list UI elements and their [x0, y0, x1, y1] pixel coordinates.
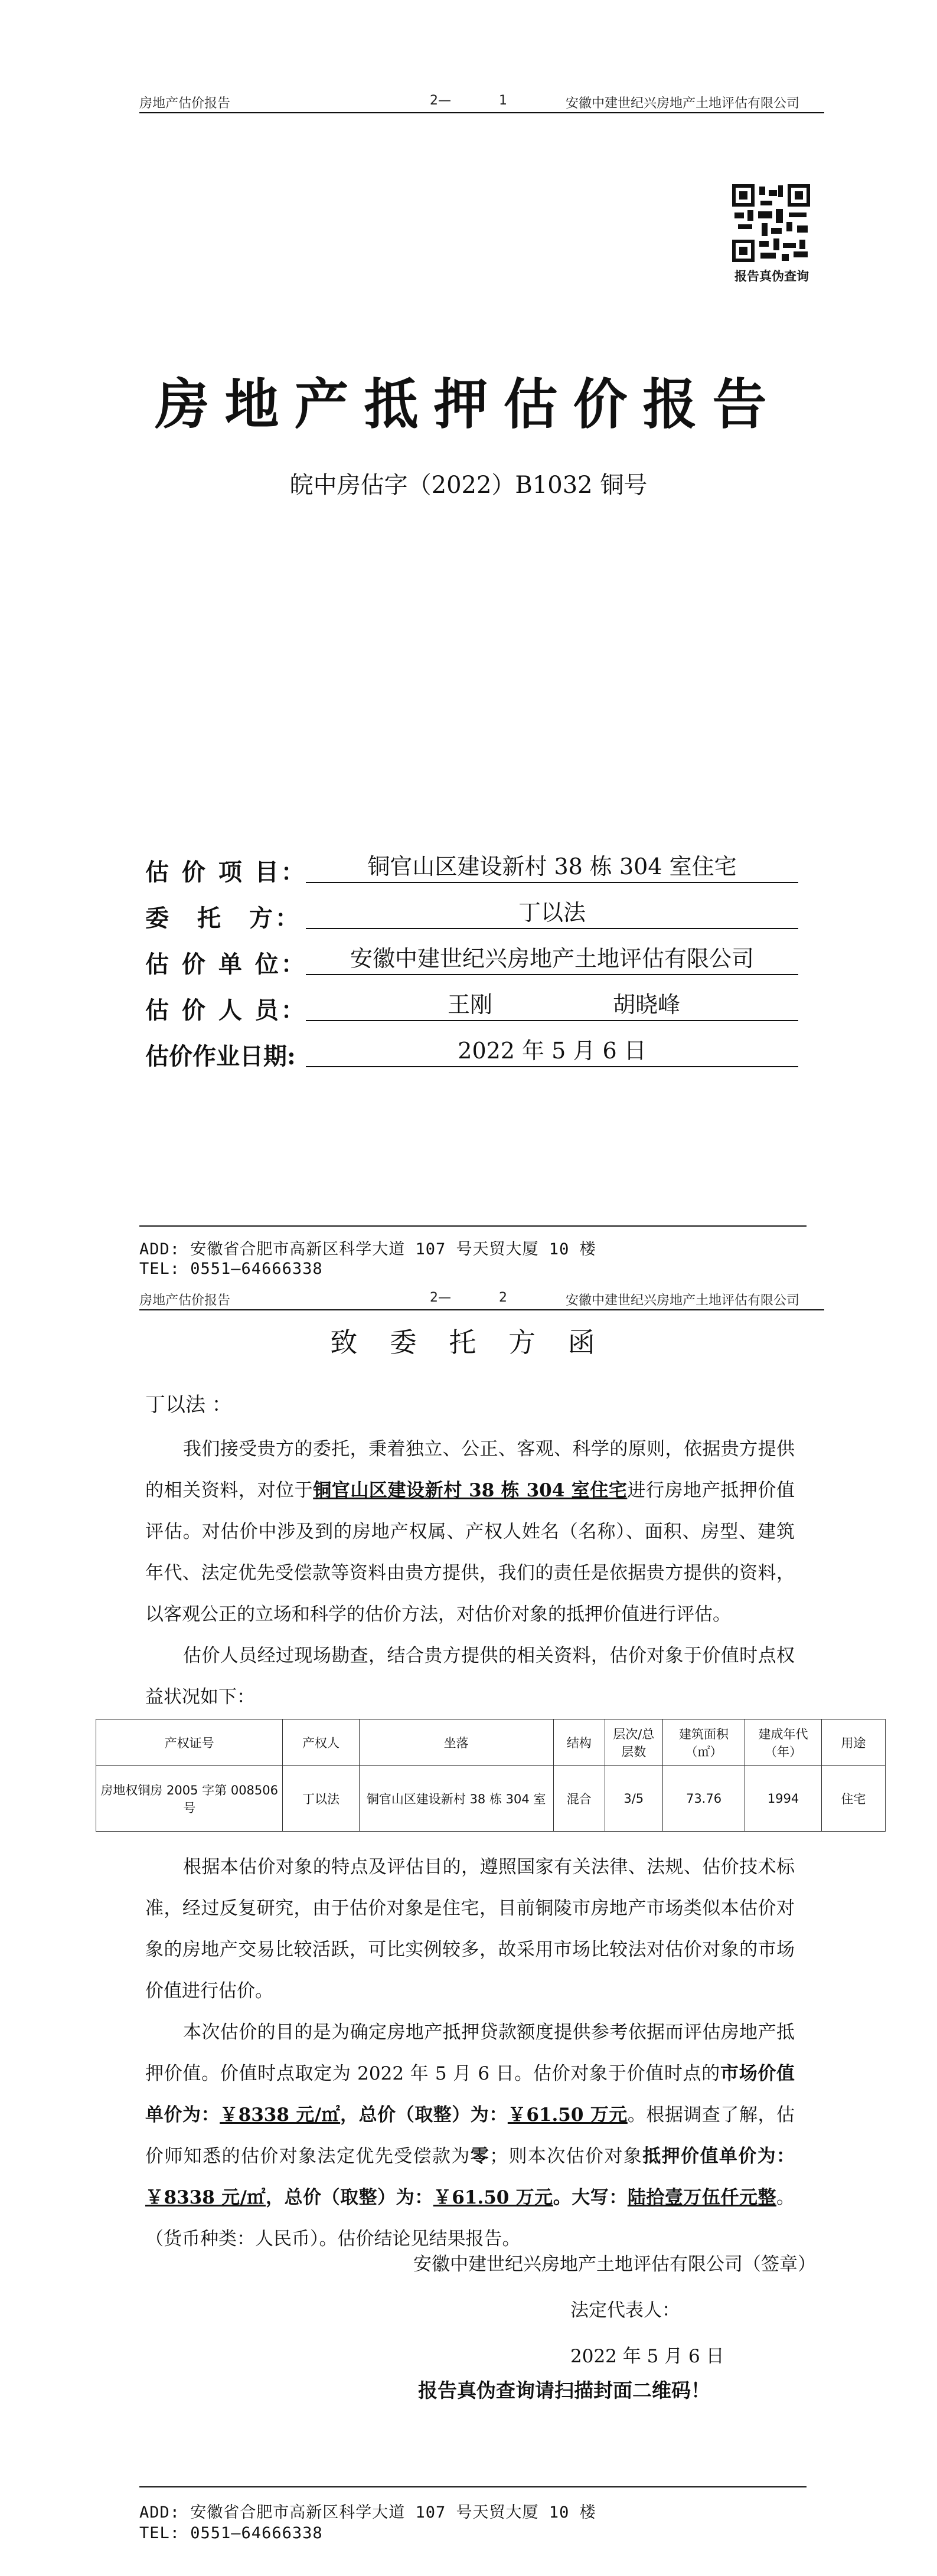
table-cell: 1994 [745, 1766, 821, 1832]
mortgage-total-price: ￥61.50 万元 [433, 2187, 553, 2208]
header-page-number: 1 [499, 93, 507, 108]
table-header: 坐落 [359, 1719, 553, 1766]
salutation: 丁以法 ： [145, 1393, 232, 1417]
table-cell: 混合 [553, 1766, 605, 1832]
market-total-label: ，总价（取整）为： [340, 2104, 508, 2126]
footer-rule [139, 2486, 807, 2487]
table-cell: 3/5 [605, 1766, 662, 1832]
table-header: 层次/总层数 [605, 1719, 662, 1766]
paragraph-4-o: 。（货币种类：人民币）。估价结论见结果报告。 [145, 2187, 795, 2250]
amount-in-words: 陆拾壹万伍仟元整 [627, 2187, 777, 2208]
paragraph-4 [145, 2012, 795, 2260]
field-label-project: 估 价 项 目： [145, 858, 307, 886]
field-value-project: 铜官山区建设新村 38 栋 304 室住宅 [306, 851, 798, 883]
field-label-appraisers: 估 价 人 员： [145, 996, 307, 1024]
table-header: 产权人 [283, 1719, 359, 1766]
table-cell: 铜官山区建设新村 38 栋 304 室 [359, 1766, 553, 1832]
field-label-appraiser-company: 估 价 单 位： [145, 950, 307, 978]
header-left: 房地产估价报告 [139, 1293, 231, 1308]
letter-title: 致 委 托 方 函 [330, 1326, 607, 1358]
header-page-prefix: 2— [430, 93, 451, 108]
footer-rule [139, 1225, 807, 1227]
table-cell: 房地权铜房 2005 字第 008506 号 [96, 1766, 283, 1832]
verification-note: 报告真伪查询请扫描封面二维码！ [418, 2379, 710, 2402]
table-header: 建成年代（年） [745, 1719, 821, 1766]
header-left: 房地产估价报告 [139, 96, 231, 111]
header-page-prefix: 2— [430, 1290, 451, 1305]
header-right: 安徽中建世纪兴房地产土地评估有限公司 [566, 1293, 800, 1308]
field-label-date: 估价作业日期: [145, 1042, 296, 1070]
header-right: 安徽中建世纪兴房地产土地评估有限公司 [566, 96, 800, 111]
mortgage-unit-price: ￥8338 元/㎡ [145, 2187, 266, 2208]
table-header: 用途 [821, 1719, 885, 1766]
footer-address: ADD: 安徽省合肥市高新区科学大道 107 号天贸大厦 10 楼 [139, 2503, 596, 2522]
appraiser-name-1: 王刚 [448, 992, 493, 1018]
legal-representative: 法定代表人： [570, 2300, 680, 2321]
property-table [96, 1719, 886, 1832]
header-page-number: 2 [499, 1290, 507, 1305]
footer-tel: TEL: 0551—64666338 [139, 1260, 323, 1278]
appraiser-name-2: 胡晓峰 [613, 992, 681, 1018]
paragraph-4-a: 本次估价的目的是为确定房地产抵押贷款额度提供参考依据而评估房地产抵押价值。价值时点取定为 2022 年 5 月 6 日。估价对象于价值时点的 [145, 2022, 795, 2084]
header-rule [139, 112, 824, 113]
footer-address: ADD: 安徽省合肥市高新区科学大道 107 号天贸大厦 10 楼 [139, 1240, 596, 1258]
mortgage-total-label: ，总价（取整）为： [266, 2187, 433, 2208]
table-row [96, 1766, 886, 1832]
mortgage-unit-price-label: 抵押价值单价为： [642, 2146, 795, 2167]
priority-claim-value: 零 [470, 2146, 490, 2167]
report-title: 房地产抵押估价报告 [155, 372, 782, 436]
paragraph-1-a: 我们接受贵方的委托，秉着独立、公正、客观、科学的原则，依据贵方提供的相关资料，对位于 [145, 1439, 795, 1501]
market-total-price: ￥61.50 万元 [507, 2104, 628, 2126]
field-value-appraiser-company: 安徽中建世纪兴房地产土地评估有限公司 [306, 943, 798, 975]
letter-date: 2022 年 5 月 6 日 [570, 2346, 724, 2367]
paragraph-4-f: 。根据调查了解，估价师知悉的估价对象法定优先受偿款为 [145, 2104, 795, 2167]
header-rule [139, 1309, 824, 1310]
field-label-client: 委 托 方： [145, 904, 301, 932]
market-unit-price-label: 市场价值单价为： [145, 2063, 795, 2126]
field-value-appraisers [306, 989, 798, 1021]
amount-in-words-label: 。大写： [553, 2187, 628, 2208]
company-signature: 安徽中建世纪兴房地产土地评估有限公司（签章） [413, 2254, 816, 2275]
document-number: 皖中房估字（2022）B1032 铜号 [289, 472, 648, 499]
paragraph-4-h: ；则本次估价对象 [489, 2146, 643, 2167]
table-header: 产权证号 [96, 1719, 283, 1766]
paragraph-1-c: 进行房地产抵押价值评估。对估价中涉及到的房地产权属、产权人姓名（名称）、面积、房型、建筑年代、法定优先受偿款等资料由贵方提供，我们的责任是依据贵方提供的资料，以客观公正的立场和科学的估价方法，对估价对象的抵押价值进行评估。 [145, 1480, 795, 1625]
table-cell: 73.76 [662, 1766, 745, 1832]
paragraph-2: 估价人员经过现场勘查，结合贵方提供的相关资料，估价对象于价值时点权益状况如下： [145, 1645, 795, 1708]
property-address: 铜官山区建设新村 38 栋 304 室住宅 [313, 1480, 628, 1501]
paragraph-1 [145, 1428, 795, 1635]
qr-code-icon[interactable] [732, 184, 810, 262]
qr-caption: 报告真伪查询 [734, 269, 809, 283]
market-unit-price: ￥8338 元/㎡ [220, 2104, 341, 2126]
paragraph-3: 根据本估价对象的特点及评估目的，遵照国家有关法律、法规、估价技术标准，经过反复研究，由于估价对象是住宅，目前铜陵市房地产市场类似本估价对象的房地产交易比较活跃，可比实例较多，故采用市场比较法对估价对象的市场价值进行估价。 [145, 1856, 795, 2002]
table-header: 结构 [553, 1719, 605, 1766]
field-value-client: 丁以法 [306, 897, 798, 929]
table-cell: 住宅 [821, 1766, 885, 1832]
footer-tel: TEL: 0551—64666338 [139, 2524, 323, 2542]
table-cell: 丁以法 [283, 1766, 359, 1832]
table-header-row [96, 1719, 886, 1766]
table-header: 建筑面积（㎡） [662, 1719, 745, 1766]
field-value-date: 2022 年 5 月 6 日 [306, 1035, 798, 1067]
